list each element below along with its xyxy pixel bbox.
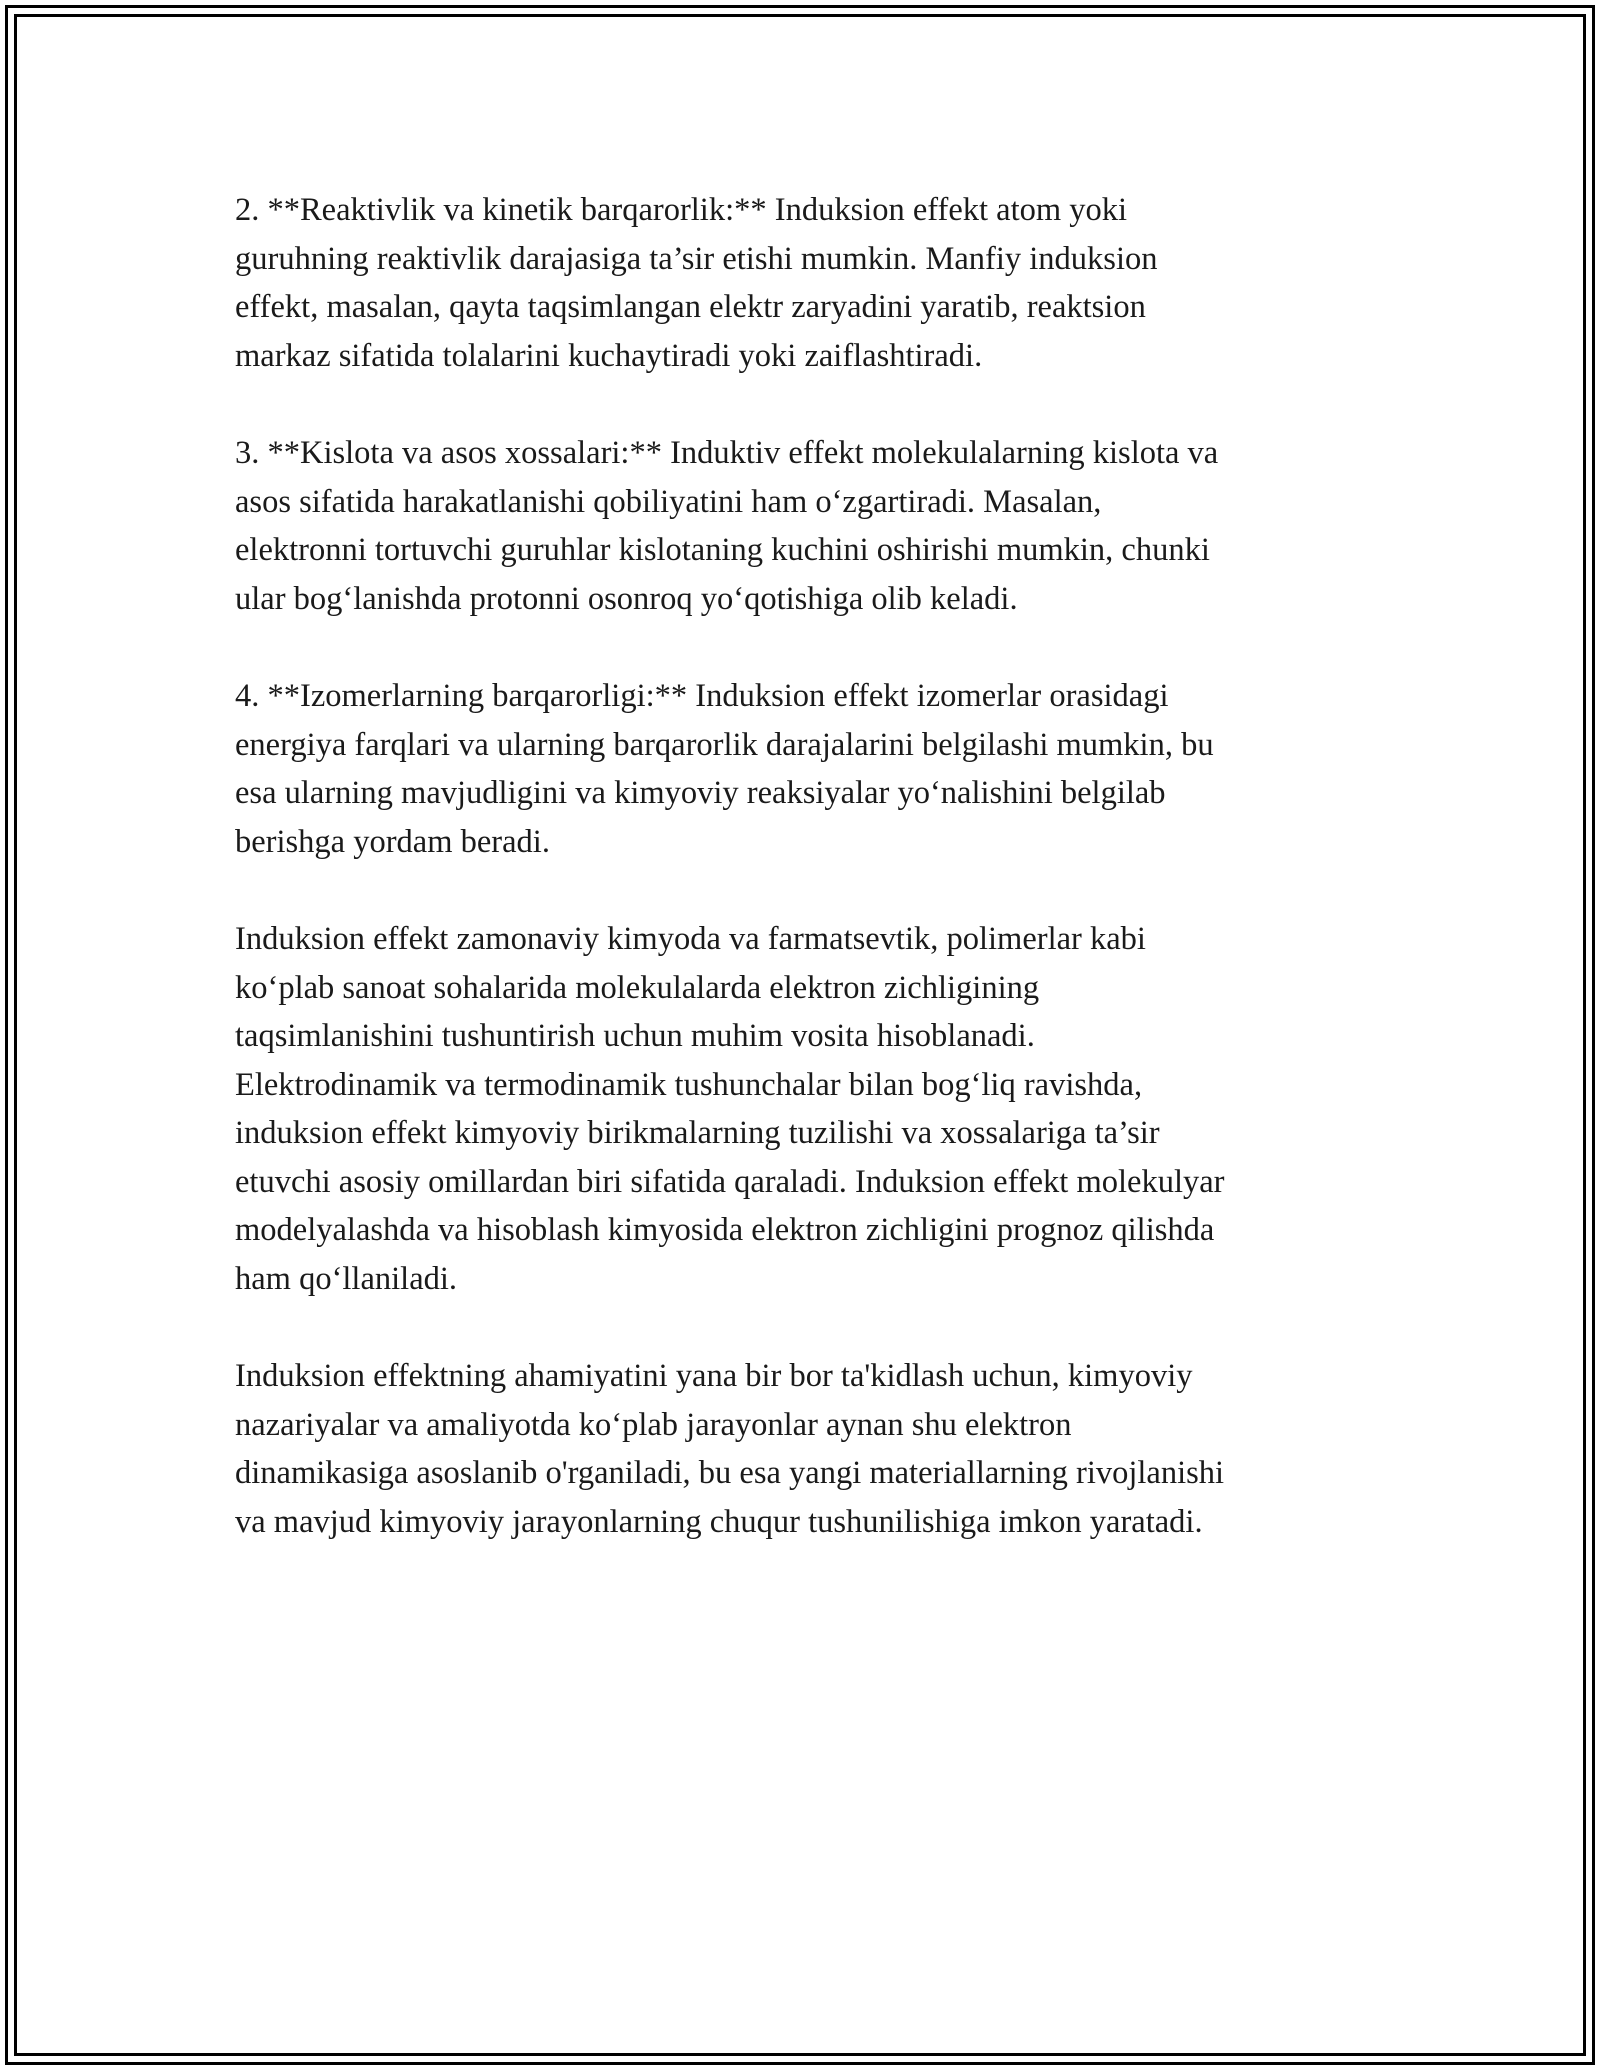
document-body <box>235 186 1365 1595</box>
paragraph-applications: Induksion effekt zamonaviy kimyoda va farmatsevtik, polimerlar kabi ko‘plab sanoat sohalarida molekulalarda elektron zichligining taqsimlanishini tushuntirish uchun muhim vosita hisoblanadi. Elektrodinamik va termodinamik tushunchalar bilan bog‘liq ravishda, induksion effekt kimyoviy birikmalarning tuzilishi va xossalariga ta’sir etuvchi asosiy omillardan biri sifatida qaraladi. Induksion effekt molekulyar modelyalashda va hisoblash kimyosida elektron zichligini prognoz qilishda ham qo‘llaniladi. <box>235 920 1225 1298</box>
paragraph-conclusion: Induksion effektning ahamiyatini yana bir bor ta'kidlash uchun, kimyoviy nazariyalar va amaliyotda ko‘plab jarayonlar aynan shu elektron dinamikasiga asoslanib o'rganiladi, bu esa yangi materiallarning rivojlanishi va mavjud kimyoviy jarayonlarning chuqur tushunilishiga imkon yaratadi. <box>235 1358 1225 1541</box>
paragraph-reactivity: 2. **Reaktivlik va kinetik barqarorlik:** Induksion effekt atom yoki guruhning reaktivlik darajasiga ta’sir etishi mumkin. Manfiy induksion effekt, masalan, qayta taqsimlangan elektr zaryadini yaratib, reaktsion markaz sifatida tolalarini kuchaytiradi yoki zaiflashtiradi. <box>235 192 1158 374</box>
paragraph-isomer-stability: 4. **Izomerlarning barqarorligi:** Induksion effekt izomerlar orasidagi energiya farqlari va ularning barqarorlik darajalarini belgilashi mumkin, bu esa ularning mavjudligini va kimyoviy reaksiyalar yo‘nalishini belgilab berishga yordam beradi. <box>235 677 1214 860</box>
paragraph-acid-base: 3. **Kislota va asos xossalari:** Induktiv effekt molekulalarning kislota va asos sifatida harakatlanishi qobiliyatini ham o‘zgartiradi. Masalan, elektronni tortuvchi guruhlar kislotaning kuchini oshirishi mumkin, chunki ular bog‘lanishda protonni osonroq yo‘qotishiga olib keladi. <box>235 434 1219 617</box>
